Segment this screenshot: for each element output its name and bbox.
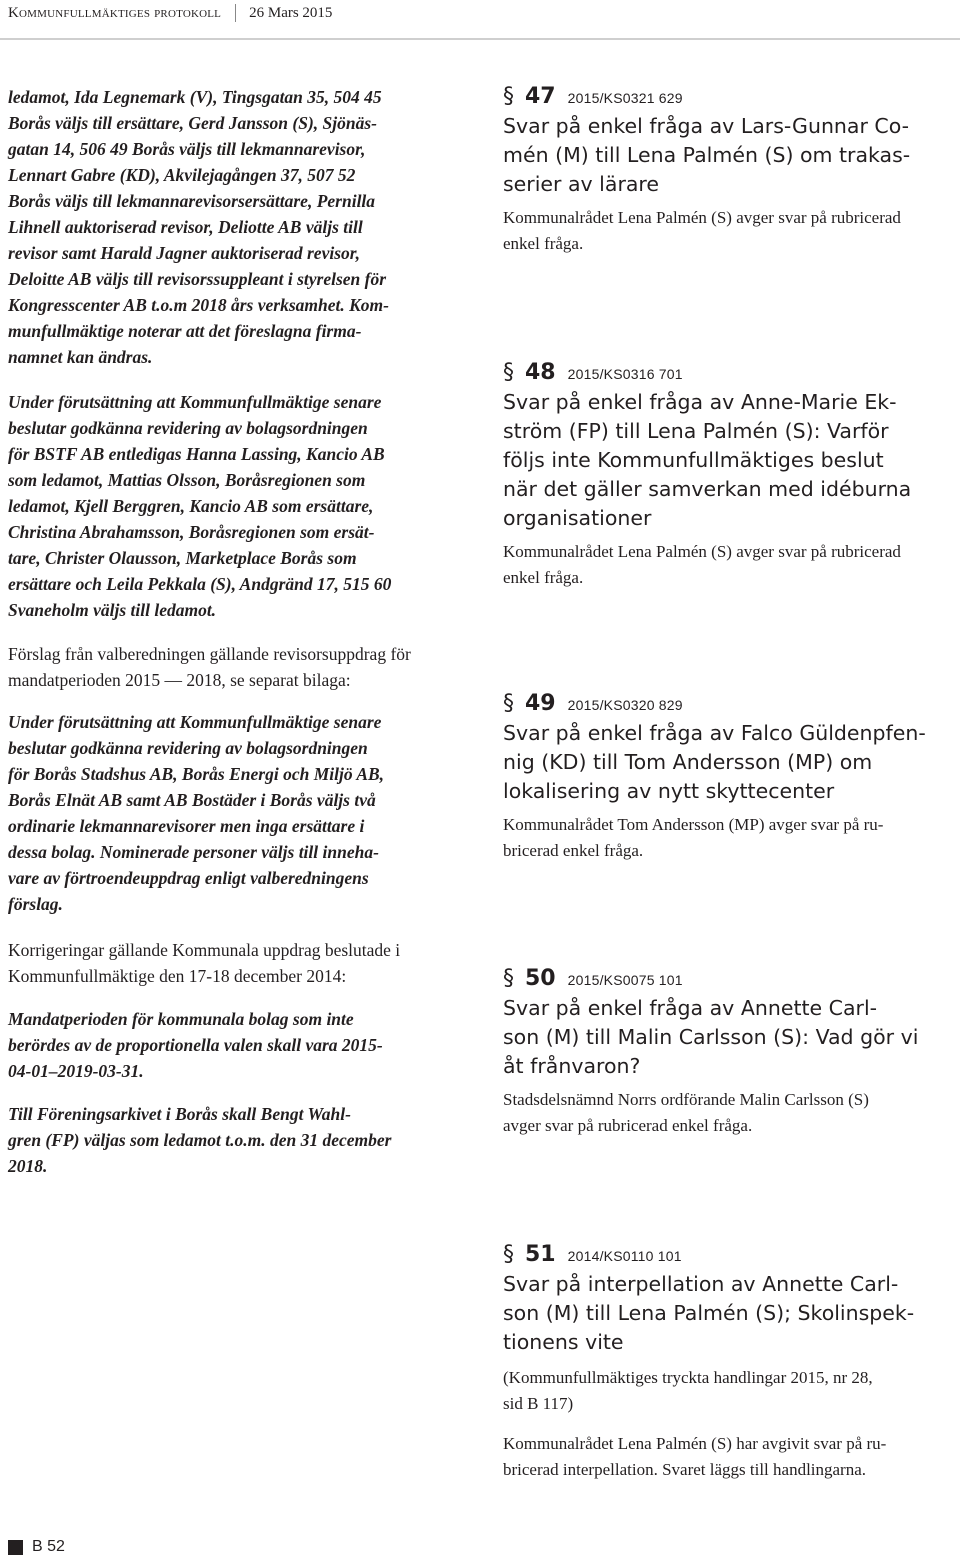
title-line: mén (M) till Lena Palmén (S) om trakas- <box>503 143 911 167</box>
title-line: följs inte Kommunfullmäktiges beslut <box>503 448 884 472</box>
title-line: när det gäller samverkan med idéburna <box>503 477 912 501</box>
text-line: Deloitte AB väljs till revisorssuppleant i styrelsen för <box>8 269 387 289</box>
item-title <box>503 112 958 199</box>
title-line: organisationer <box>503 506 652 530</box>
text-line: Kommunalrådet Tom Andersson (MP) avger svar på ru- <box>503 815 884 834</box>
text-line: enkel fråga. <box>503 568 584 587</box>
agenda-item-51 <box>503 1242 958 1483</box>
title-line: Svar på interpellation av Annette Carl- <box>503 1272 899 1296</box>
item-heading <box>503 84 958 112</box>
title-line: tionens vite <box>503 1330 624 1354</box>
section-sign: § <box>503 1242 514 1267</box>
agenda-item-49 <box>503 691 958 864</box>
text-line: som ledamot, Mattias Olsson, Boråsregionen som <box>8 470 366 490</box>
text-line: Till Föreningsarkivet i Borås skall Bengt Wahl- <box>8 1104 351 1124</box>
item-body <box>503 205 958 257</box>
item-number: 51 <box>525 1242 556 1267</box>
page-header <box>8 0 332 26</box>
case-number: 2014/KS0110 101 <box>567 1248 682 1264</box>
item-number: 50 <box>525 966 556 991</box>
item-body <box>503 1087 958 1139</box>
text-line: Korrigeringar gällande Kommunala uppdrag beslutade i <box>8 940 401 960</box>
text-line: Lennart Gabre (KD), Akvilejagången 37, 507 52 <box>8 165 356 185</box>
header-divider <box>235 4 236 22</box>
item-title <box>503 1270 958 1357</box>
text-line: förslag. <box>8 894 63 914</box>
protocol-title: Kommunfullmäktiges protokoll <box>8 4 222 21</box>
paragraph-election-kongresscenter <box>8 84 476 370</box>
page-number: B 52 <box>32 1538 65 1555</box>
text-line: 04-01–2019-03-31. <box>8 1061 144 1081</box>
title-line: Svar på enkel fråga av Lars-Gunnar Co- <box>503 114 910 138</box>
text-line: enkel fråga. <box>503 234 584 253</box>
title-line: son (M) till Lena Palmén (S); Skolinspek- <box>503 1301 915 1325</box>
item-number: 48 <box>525 360 556 385</box>
item-number: 47 <box>525 84 556 109</box>
text-line: Kommunalrådet Lena Palmén (S) avger svar på rubricerad <box>503 542 901 561</box>
text-line: Under förutsättning att Kommunfullmäktige senare <box>8 712 382 732</box>
title-line: serier av lärare <box>503 172 660 196</box>
protocol-date: 26 Mars 2015 <box>249 4 333 21</box>
item-body <box>503 1431 958 1483</box>
text-line: Kommunfullmäktige den 17-18 december 2014: <box>8 966 347 986</box>
text-line: 2018. <box>8 1156 48 1176</box>
text-line: Kongresscenter AB t.o.m 2018 års verksamhet. Kom- <box>8 295 389 315</box>
item-heading <box>503 360 958 388</box>
text-line: Kommunalrådet Lena Palmén (S) har avgivit svar på ru- <box>503 1434 887 1453</box>
text-line: bricerad enkel fråga. <box>503 841 644 860</box>
text-line: Christina Abrahamsson, Boråsregionen som ersät- <box>8 522 375 542</box>
text-line: Svaneholm väljs till ledamot. <box>8 600 217 620</box>
text-line: (Kommunfullmäktiges tryckta handlingar 2015, nr 28, <box>503 1368 873 1387</box>
item-heading <box>503 691 958 719</box>
text-line: gatan 14, 506 49 Borås väljs till lekmannarevisor, <box>8 139 366 159</box>
title-line: Svar på enkel fråga av Falco Güldenpfen- <box>503 721 926 745</box>
text-line: för BSTF AB entledigas Hanna Lassing, Kancio AB <box>8 444 385 464</box>
text-line: namnet kan ändras. <box>8 347 153 367</box>
text-line: ledamot, Kjell Berggren, Kancio AB som ersättare, <box>8 496 374 516</box>
text-line: gren (FP) väljas som ledamot t.o.m. den 31 december <box>8 1130 392 1150</box>
page-footer <box>8 1538 65 1556</box>
case-number: 2015/KS0316 701 <box>567 366 683 382</box>
case-number: 2015/KS0075 101 <box>567 972 683 988</box>
text-line: bricerad interpellation. Svaret läggs till handlingarna. <box>503 1460 867 1479</box>
text-line: för Borås Stadshus AB, Borås Energi och Miljö AB, <box>8 764 385 784</box>
case-number: 2015/KS0321 629 <box>567 90 683 106</box>
title-line: ström (FP) till Lena Palmén (S): Varför <box>503 419 889 443</box>
text-line: tare, Christer Olausson, Marketplace Borås som <box>8 548 357 568</box>
item-heading <box>503 966 958 994</box>
text-line: sid B 117) <box>503 1394 574 1413</box>
paragraph-stadshus <box>8 709 476 917</box>
text-line: Borås väljs till ersättare, Gerd Jansson (S), Sjönäs- <box>8 113 378 133</box>
agenda-item-48 <box>503 360 958 591</box>
item-reference <box>503 1365 958 1417</box>
title-line: nig (KD) till Tom Andersson (MP) om <box>503 750 873 774</box>
text-line: Under förutsättning att Kommunfullmäktige senare <box>8 392 382 412</box>
paragraph-bstf <box>8 389 476 623</box>
section-sign: § <box>503 360 514 385</box>
text-line: ledamot, Ida Legnemark (V), Tingsgatan 35, 504 45 <box>8 87 382 107</box>
title-line: lokalisering av nytt skyttecenter <box>503 779 835 803</box>
text-line: vare av förtroendeuppdrag enligt valberedningens <box>8 868 369 888</box>
header-rule <box>0 38 960 40</box>
item-number: 49 <box>525 691 556 716</box>
paragraph-mandatperioden <box>8 1006 476 1084</box>
item-heading <box>503 1242 958 1270</box>
text-line: Kommunalrådet Lena Palmén (S) avger svar på rubricerad <box>503 208 901 227</box>
section-sign: § <box>503 966 514 991</box>
item-title <box>503 994 958 1081</box>
paragraph-valberedning <box>8 641 476 693</box>
case-number: 2015/KS0320 829 <box>567 697 683 713</box>
text-line: Stadsdelsnämnd Norrs ordförande Malin Carlsson (S) <box>503 1090 869 1109</box>
section-sign: § <box>503 84 514 109</box>
agenda-item-50 <box>503 966 958 1139</box>
text-line: berördes av de proportionella valen skall vara 2015- <box>8 1035 383 1055</box>
text-line: dessa bolag. Nominerade personer väljs till inneha- <box>8 842 379 862</box>
text-line: ordinarie lekmannarevisorer men inga ersättare i <box>8 816 365 836</box>
text-line: munfullmäktige noterar att det föreslagna firma- <box>8 321 362 341</box>
title-line: Svar på enkel fråga av Anne-Marie Ek- <box>503 390 897 414</box>
text-line: beslutar godkänna revidering av bolagsordningen <box>8 738 368 758</box>
item-title <box>503 388 958 533</box>
text-line: Förslag från valberedningen gällande revisorsuppdrag för <box>8 644 411 664</box>
paragraph-korrigeringar <box>8 937 476 989</box>
text-line: beslutar godkänna revidering av bolagsordningen <box>8 418 368 438</box>
section-sign: § <box>503 691 514 716</box>
agenda-item-47 <box>503 84 958 257</box>
text-line: Borås Elnät AB samt AB Bostäder i Borås väljs två <box>8 790 376 810</box>
text-line: avger svar på rubricerad enkel fråga. <box>503 1116 753 1135</box>
title-line: son (M) till Malin Carlsson (S): Vad gör vi <box>503 1025 919 1049</box>
text-line: Mandatperioden för kommunala bolag som inte <box>8 1009 354 1029</box>
text-line: revisor samt Harald Jagner auktoriserad revisor, <box>8 243 360 263</box>
text-line: mandatperioden 2015 — 2018, se separat bilaga: <box>8 670 351 690</box>
text-line: ersättare och Leila Pekkala (S), Andgränd 17, 515 60 <box>8 574 392 594</box>
paragraph-foreningsarkivet <box>8 1101 476 1179</box>
text-line: Borås väljs till lekmannarevisorsersättare, Pernilla <box>8 191 376 211</box>
item-body <box>503 539 958 591</box>
item-body <box>503 812 958 864</box>
item-title <box>503 719 958 806</box>
text-line: Lihnell auktoriserad revisor, Deliotte AB väljs till <box>8 217 363 237</box>
page-marker-square <box>8 1540 23 1555</box>
title-line: Svar på enkel fråga av Annette Carl- <box>503 996 878 1020</box>
title-line: åt frånvaron? <box>503 1054 641 1078</box>
